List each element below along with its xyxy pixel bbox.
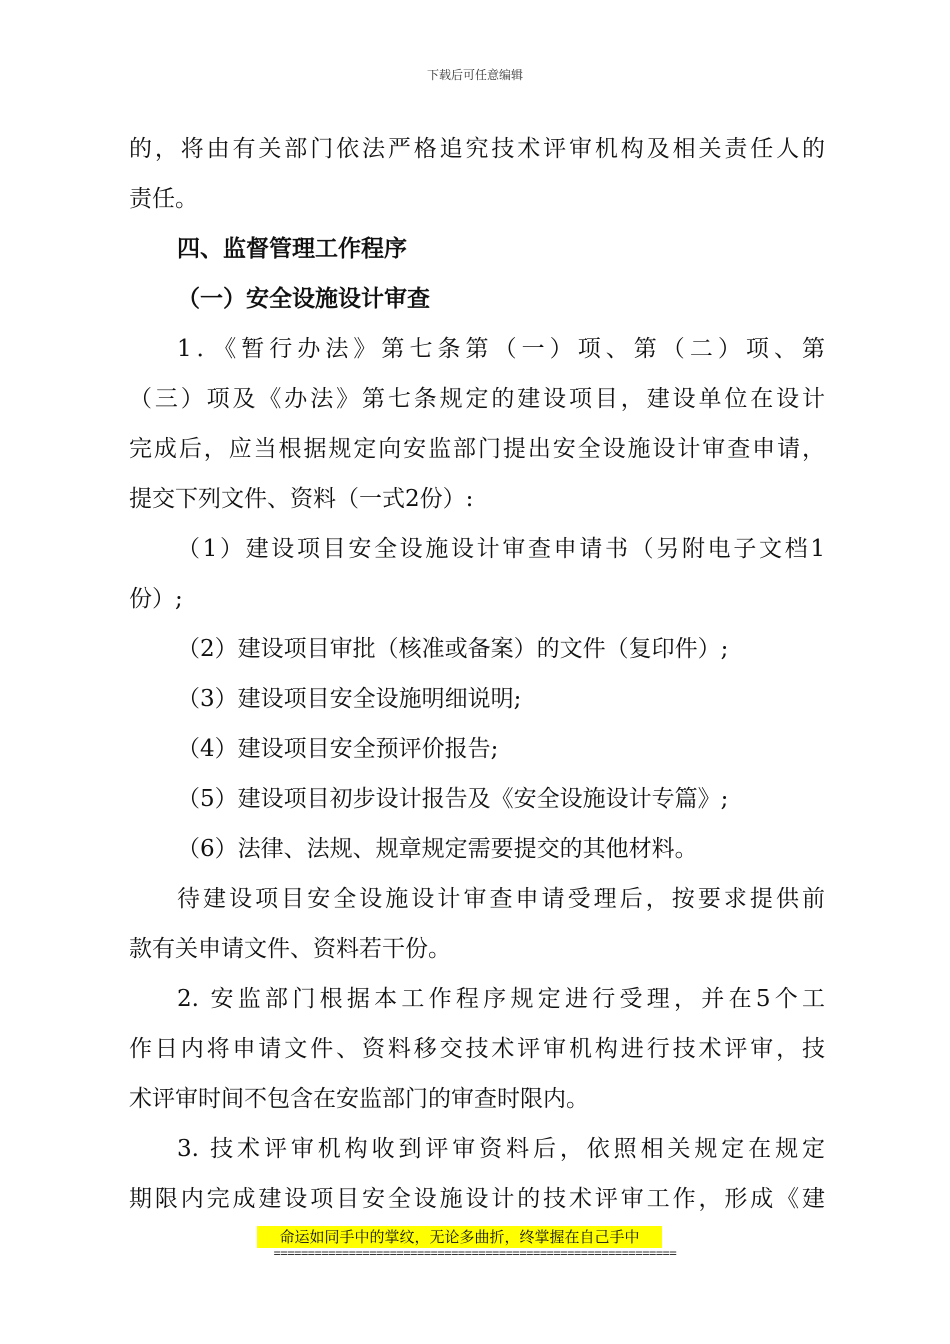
paragraph-line: 提交下列文件、资料（一式2份）: [129,486,474,512]
paragraph-line: （三）项及《办法》第七条规定的建设项目，建设单位在设计 [129,386,825,412]
list-item: （4）建设项目安全预评价报告; [177,736,499,762]
list-item: （1）建设项目安全设施设计审查申请书（另附电子文档1 [177,536,825,562]
document-body [129,124,825,1224]
paragraph-line: 的，将由有关部门依法严格追究技术评审机构及相关责任人的 [129,136,825,162]
paragraph-line: 期限内完成建设项目安全设施设计的技术评审工作，形成《建 [129,1186,825,1212]
list-item: （6）法律、法规、规章规定需要提交的其他材料。 [177,836,698,862]
list-item: 份）; [129,586,183,612]
paragraph-line: 2. 安监部门根据本工作程序规定进行受理，并在5个工 [177,986,825,1012]
paragraph-line: 1．《暂行办法》第七条第（一）项、第（二）项、第 [177,336,825,362]
footer-rule: =========================================================== [273,1246,677,1260]
paragraph-line: 术评审时间不包含在安监部门的审查时限内。 [129,1086,589,1112]
section-heading: 四、监督管理工作程序 [177,236,407,262]
header-note: 下载后可任意编辑 [426,68,523,82]
paragraph-line: 责任。 [129,186,198,212]
paragraph-line: 作日内将申请文件、资料移交技术评审机构进行技术评审，技 [129,1036,825,1062]
paragraph-line: 待建设项目安全设施设计审查申请受理后，按要求提供前 [177,886,825,912]
subsection-heading: （一）安全设施设计审查 [177,286,430,312]
footer-banner: 命运如同手中的掌纹，无论多曲折，终掌握在自己手中 [257,1226,662,1248]
list-item: （3）建设项目安全设施明细说明; [177,686,522,712]
list-item: （2）建设项目审批（核准或备案）的文件（复印件）; [177,636,729,662]
paragraph-line: 完成后，应当根据规定向安监部门提出安全设施设计审查申请， [129,436,825,462]
list-item: （5）建设项目初步设计报告及《安全设施设计专篇》; [177,786,729,812]
paragraph-line: 款有关申请文件、资料若干份。 [129,936,451,962]
paragraph-line: 3. 技术评审机构收到评审资料后，依照相关规定在规定 [177,1136,825,1162]
